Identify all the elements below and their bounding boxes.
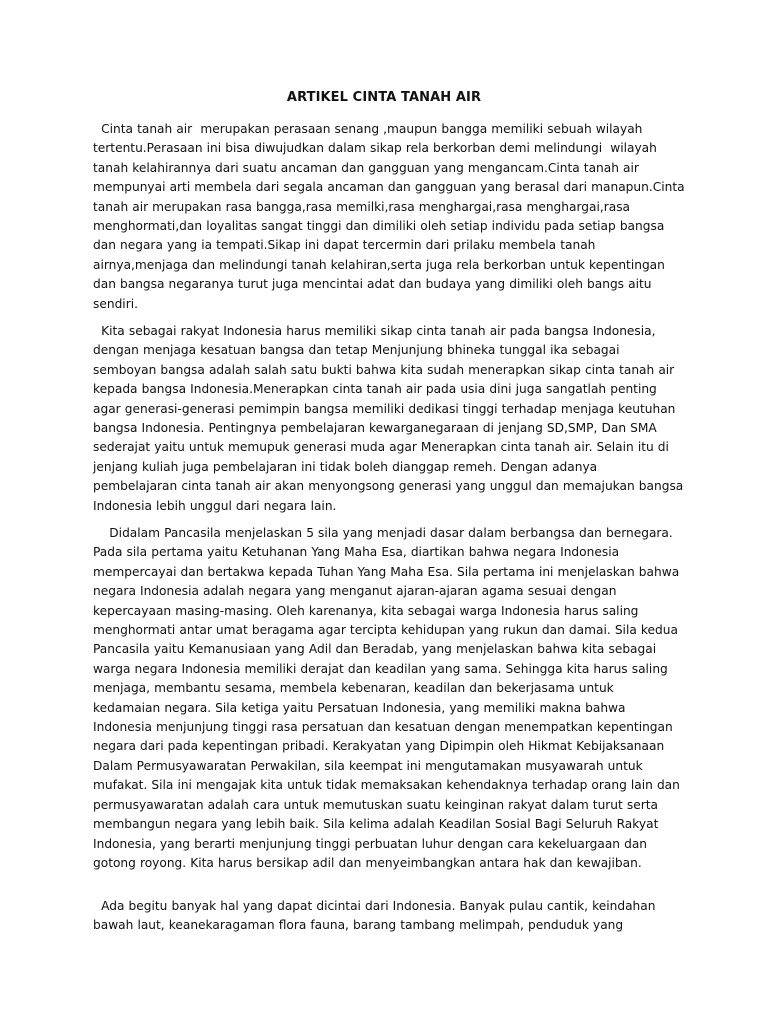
document-title: ARTIKEL CINTA TANAH AIR <box>286 90 482 105</box>
paragraph-4: Ada begitu banyak hal yang dapat dicintai dari Indonesia. Banyak pulau cantik, keindahan bawah laut, keanekaragaman flora fauna, barang tambang melimpah, penduduk yang <box>93 899 656 933</box>
paragraph-3: Didalam Pancasila menjelaskan 5 sila yang menjadi dasar dalam berbangsa dan bernegara. Pada sila pertama yaitu Ketuhanan Yang Maha Esa, diartikan bahwa negara Indonesia mempercayai dan bertakwa kepada Tuhan Yang Maha Esa. Sila pertama ini menjelaskan bahwa negara Indonesia adalah negara yang menganut ajaran-ajaran agama sesuai dengan kepercayaan masing-masing. Oleh karenanya, kita sebagai warga Indonesia harus saling menghormati antar umat beragama agar tercipta kehidupan yang rukun dan damai. Sila kedua Pancasila yaitu Kemanusiaan yang Adil dan Beradab, yang menjelaskan bahwa kita sebagai warga negara Indonesia memiliki derajat dan keadilan yang sama. Sehingga kita harus saling menjaga, membantu sesama, membela kebenaran, keadilan dan bekerjasama untuk kedamaian negara. Sila ketiga yaitu Persatuan Indonesia, yang memiliki makna bahwa Indonesia menjunjung tinggi rasa persatuan dan kesatuan dengan menempatkan kepentingan negara dari pada kepentingan pribadi. Kerakyatan yang Dipimpin oleh Hikmat Kebijaksanaan Dalam Permusyawaratan Perwakilan, sila keempat ini mengutamakan musyawarah untuk mufakat. Sila ini mengajak kita untuk tidak memaksakan kehendaknya terhadap orang lain dan permusyawaratan adalah cara untuk memutuskan suatu keinginan rakyat dalam turut serta membangun negara yang lebih baik. Sila kelima adalah Keadilan Sosial Bagi Seluruh Rakyat Indonesia, yang berarti menjunjung tinggi perbuatan luhur dengan cara kekeluargaan dan gotong royong. Kita harus bersikap adil dan menyeimbangkan antara hak dan kewajiban. <box>93 526 680 870</box>
paragraph-2: Kita sebagai rakyat Indonesia harus memiliki sikap cinta tanah air pada bangsa Indonesia, dengan menjaga kesatuan bangsa dan tetap Menjunjung bhineka tunggal ika sebagai semboyan bangsa adalah salah satu bukti bahwa kita sudah menerapkan sikap cinta tanah air kepada bangsa Indonesia.Menerapkan cinta tanah air pada usia dini juga sangatlah penting agar generasi-generasi pemimpin bangsa memiliki dedikasi tinggi terhadap menjaga keutuhan bangsa Indonesia. Pentingnya pembelajaran kewarganegaraan di jenjang SD,SMP, Dan SMA sederajat yaitu untuk memupuk generasi muda agar Menerapkan cinta tanah air. Selain itu di jenjang kuliah juga pembelajaran ini tidak boleh dianggap remeh. Dengan adanya pembelajaran cinta tanah air akan menyongsong generasi yang unggul dan memajukan bangsa Indonesia lebih unggul dari negara lain. <box>93 324 684 513</box>
paragraph-1: Cinta tanah air merupakan perasaan senang ,maupun bangga memiliki sebuah wilayah tertentu.Perasaan ini bisa diwujudkan dalam sikap rela berkorban demi melindungi wilayah tanah kelahirannya dari suatu ancaman dan gangguan yang mengancam.Cinta tanah air mempunyai arti membela dari segala ancaman dan gangguan yang berasal dari manapun.Cinta tanah air merupakan rasa bangga,rasa memilki,rasa menghargai,rasa menghargai,rasa menghormati,dan loyalitas sangat tinggi dan dimiliki oleh setiap individu pada setiap bangsa dan negara yang ia tempati.Sikap ini dapat tercermin dari prilaku membela tanah airnya,menjaga dan melindungi tanah kelahiran,serta juga rela berkorban untuk kepentingan dan bangsa negaranya turut juga mencintai adat dan budaya yang dimiliki oleh bangs aitu sendiri. <box>93 122 685 311</box>
